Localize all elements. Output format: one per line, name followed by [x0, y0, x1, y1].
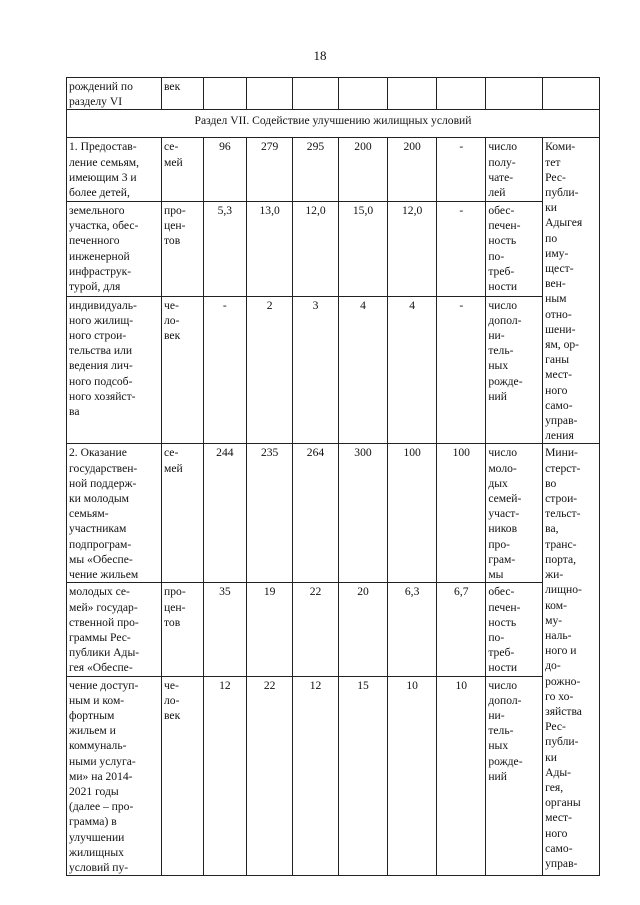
value-cell: 235: [247, 444, 293, 583]
value-cell: 96: [203, 138, 247, 202]
value-cell: 300: [338, 444, 387, 583]
unit-cell: се- мей: [162, 138, 204, 202]
value-cell: 279: [247, 138, 293, 202]
page-number: 18: [313, 48, 327, 63]
value-cell: 12,0: [388, 202, 437, 296]
indicator-cell: число допол- ни- тель- ных рожде- ний: [486, 676, 543, 876]
unit-cell: се- мей: [162, 444, 204, 583]
value-cell: 15: [338, 676, 387, 876]
value-cell: 4: [338, 296, 387, 444]
value-cell: 200: [388, 138, 437, 202]
value-cell: -: [437, 202, 486, 296]
value-cell: -: [437, 138, 486, 202]
table-row: [67, 296, 600, 444]
value-cell: 19: [247, 583, 293, 676]
unit-cell: че- ло- век: [162, 676, 204, 876]
value-cell: 4: [388, 296, 437, 444]
value-cell: 100: [437, 444, 486, 583]
value-cell: 6,3: [388, 583, 437, 676]
value-cell: 2: [247, 296, 293, 444]
value-cell: -: [437, 296, 486, 444]
value-cell: 264: [293, 444, 339, 583]
value-cell: 6,7: [437, 583, 486, 676]
unit-cell: век: [162, 78, 204, 110]
value-cell: 20: [338, 583, 387, 676]
value-cell: 12: [293, 676, 339, 876]
value-cell: 12,0: [293, 202, 339, 296]
value-cell: 10: [437, 676, 486, 876]
value-cell: 35: [203, 583, 247, 676]
value-cell: 5,3: [203, 202, 247, 296]
table-row: [67, 583, 600, 676]
value-cell: -: [203, 296, 247, 444]
value-cell: 3: [293, 296, 339, 444]
value-cell: 200: [338, 138, 387, 202]
value-cell: 15,0: [338, 202, 387, 296]
value-cell: 244: [203, 444, 247, 583]
value-cell: 295: [293, 138, 339, 202]
value-cell: 10: [388, 676, 437, 876]
table-row: [67, 444, 600, 583]
description-cell: 2. Оказание государствен- ной поддерж- ки молодым семьям- участникам подпрограм- мы «Обеспе- чение жильем: [67, 444, 162, 583]
value-cell: 22: [293, 583, 339, 676]
description-cell: земельного участка, обес- печенного инженерной инфраструк- турой, для: [67, 202, 162, 296]
description-cell: рождений по разделу VI: [67, 78, 162, 110]
table-row: [67, 676, 600, 876]
description-cell: индивидуаль- ного жилищ- ного строи- тельства или ведения лич- ного подсоб- ного хозяйст- ва: [67, 296, 162, 444]
responsible-cell: Коми- тет Рес- публи- ки Адыгея по иму- щест- вен- ным отно- шени- ям, ор- ганы мест- ного само- управ- ления: [543, 138, 600, 444]
indicator-cell: число допол- ни- тель- ных рожде- ний: [486, 296, 543, 444]
indicator-cell: обес- печен- ность по- треб- ности: [486, 202, 543, 296]
value-cell: 100: [388, 444, 437, 583]
table-row: [67, 78, 600, 110]
description-cell: 1. Предостав- ление семьям, имеющим 3 и более детей,: [67, 138, 162, 202]
value-cell: 12: [203, 676, 247, 876]
unit-cell: про- цен- тов: [162, 583, 204, 676]
unit-cell: че- ло- век: [162, 296, 204, 444]
unit-cell: про- цен- тов: [162, 202, 204, 296]
indicator-cell: число полу- чате- лей: [486, 138, 543, 202]
description-cell: молодых се- мей» государ- ственной про- граммы Рес- публики Ады- гея «Обеспе-: [67, 583, 162, 676]
value-cell: 22: [247, 676, 293, 876]
program-table: [66, 77, 600, 876]
responsible-cell: Мини- стерст- во строи- тельст- ва, транс- порта, жи- лищно- ком- му- наль- ного и до- рожно- го хо- зяйства Рес- публи- ки Ады- гея, органы мест- ного само- управ-: [543, 444, 600, 876]
table-row: [67, 202, 600, 296]
indicator-cell: обес- печен- ность по- треб- ности: [486, 583, 543, 676]
table-row: [67, 138, 600, 202]
description-cell: чение доступ- ным и ком- фортным жильем и коммуналь- ными услуга- ми» на 2014- 2021 годы (далее – про- грамма) в улучшении жилищных условий пу-: [67, 676, 162, 876]
section-row: [67, 110, 600, 138]
section-title: Раздел VII. Содействие улучшению жилищных условий: [67, 110, 600, 138]
value-cell: 13,0: [247, 202, 293, 296]
indicator-cell: число моло- дых семей- участ- ников про- грам- мы: [486, 444, 543, 583]
